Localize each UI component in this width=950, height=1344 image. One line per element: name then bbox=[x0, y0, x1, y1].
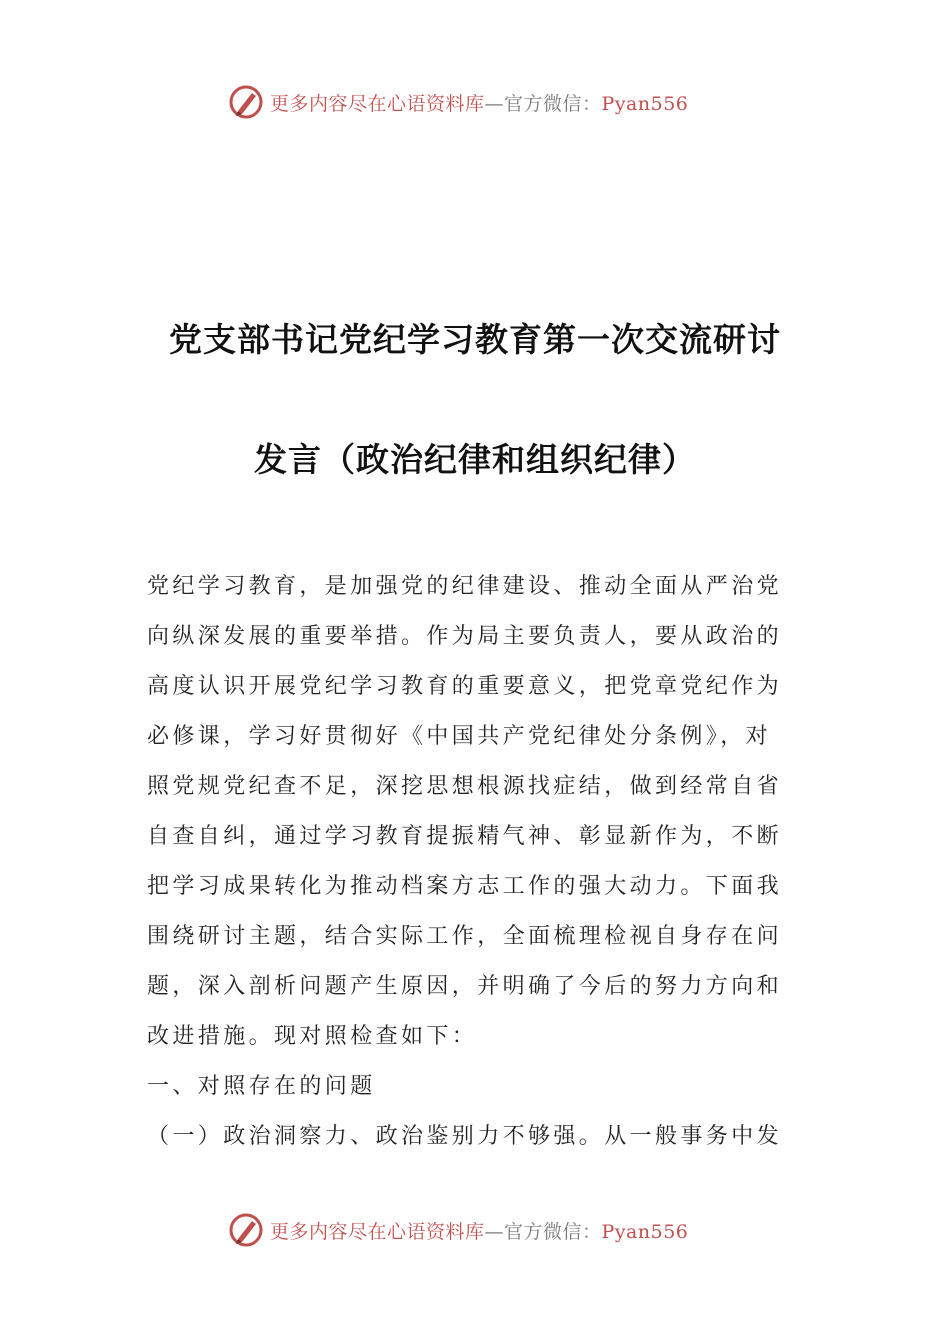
body-line: 党纪学习教育，是加强党的纪律建设、推动全面从严治党 bbox=[147, 574, 783, 599]
body-line: 高度认识开展党纪学习教育的重要意义，把党章党纪作为 bbox=[147, 674, 783, 699]
watermark-text bbox=[270, 89, 688, 116]
watermark-wechat-id: Pyan556 bbox=[601, 1220, 689, 1243]
watermark-site-text: 更多内容尽在心语资料库 bbox=[270, 1220, 485, 1243]
watermark-wechat-label: 官方微信： bbox=[504, 1220, 602, 1243]
subsection-heading: （一）政治洞察力、政治鉴别力不够强。从一般事务中发 bbox=[147, 1124, 783, 1149]
body-line: 改进措施。现对照检查如下： bbox=[147, 1024, 478, 1049]
body-line: 把学习成果转化为推动档案方志工作的强大动力。下面我 bbox=[147, 874, 783, 899]
document-title-line-2: 发言（政治纪律和组织纪律） bbox=[254, 440, 696, 479]
body-line: 向纵深发展的重要举措。作为局主要负责人，要从政治的 bbox=[147, 624, 783, 649]
watermark-text bbox=[270, 1217, 688, 1244]
pen-logo-icon bbox=[228, 84, 264, 120]
section-heading: 一、对照存在的问题 bbox=[147, 1074, 376, 1099]
body-line: 照党规党纪查不足，深挖思想根源找症结，做到经常自省 bbox=[147, 774, 783, 799]
watermark-site-text: 更多内容尽在心语资料库 bbox=[270, 92, 485, 115]
watermark-wechat-label: 官方微信： bbox=[504, 92, 602, 115]
watermark-dash: — bbox=[484, 1220, 505, 1243]
body-line: 题，深入剖析问题产生原因，并明确了今后的努力方向和 bbox=[147, 974, 783, 999]
pen-logo-icon bbox=[228, 1212, 264, 1248]
body-line: 围绕研讨主题，结合实际工作，全面梳理检视自身存在问 bbox=[147, 924, 783, 949]
header-watermark bbox=[228, 84, 688, 120]
footer-watermark bbox=[228, 1212, 688, 1248]
body-line: 自查自纠，通过学习教育提振精气神、彰显新作为，不断 bbox=[147, 824, 783, 849]
document-title-line-1: 党支部书记党纪学习教育第一次交流研讨 bbox=[169, 320, 781, 359]
watermark-dash: — bbox=[484, 92, 505, 115]
body-line: 必修课，学习好贯彻好《中国共产党纪律处分条例》，对 bbox=[147, 724, 772, 749]
watermark-wechat-id: Pyan556 bbox=[601, 92, 689, 115]
